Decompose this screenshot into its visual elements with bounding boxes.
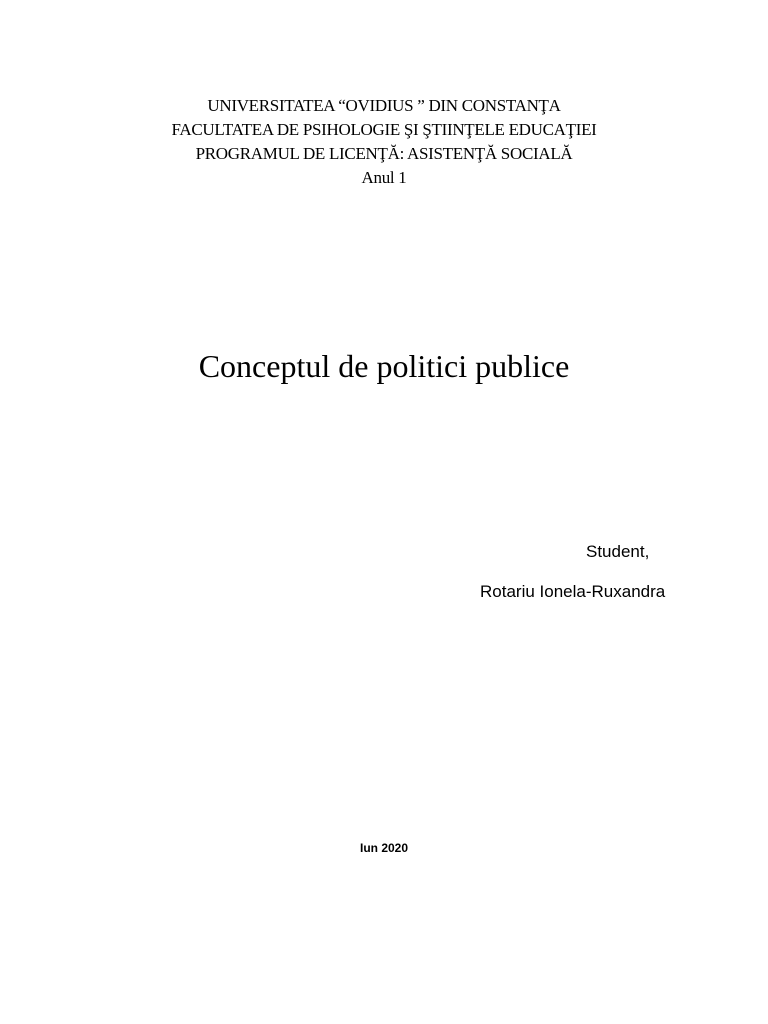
institution-header	[0, 94, 768, 190]
university-name: UNIVERSITATEA “OVIDIUS ” DIN CONSTANŢA	[207, 96, 561, 115]
document-title: Conceptul de politici publice	[198, 348, 570, 384]
faculty-name: FACULTATEA DE PSIHOLOGIE ŞI ŞTIINŢELE EDUCAŢIEI	[171, 120, 597, 139]
student-label: Student,	[586, 542, 650, 561]
student-name: Rotariu Ionela-Ruxandra	[480, 582, 666, 601]
study-year: Anul 1	[361, 168, 407, 187]
program-name: PROGRAMUL DE LICENŢĂ: ASISTENŢĂ SOCIALĂ	[195, 144, 573, 163]
document-date: Iun 2020	[359, 841, 409, 855]
